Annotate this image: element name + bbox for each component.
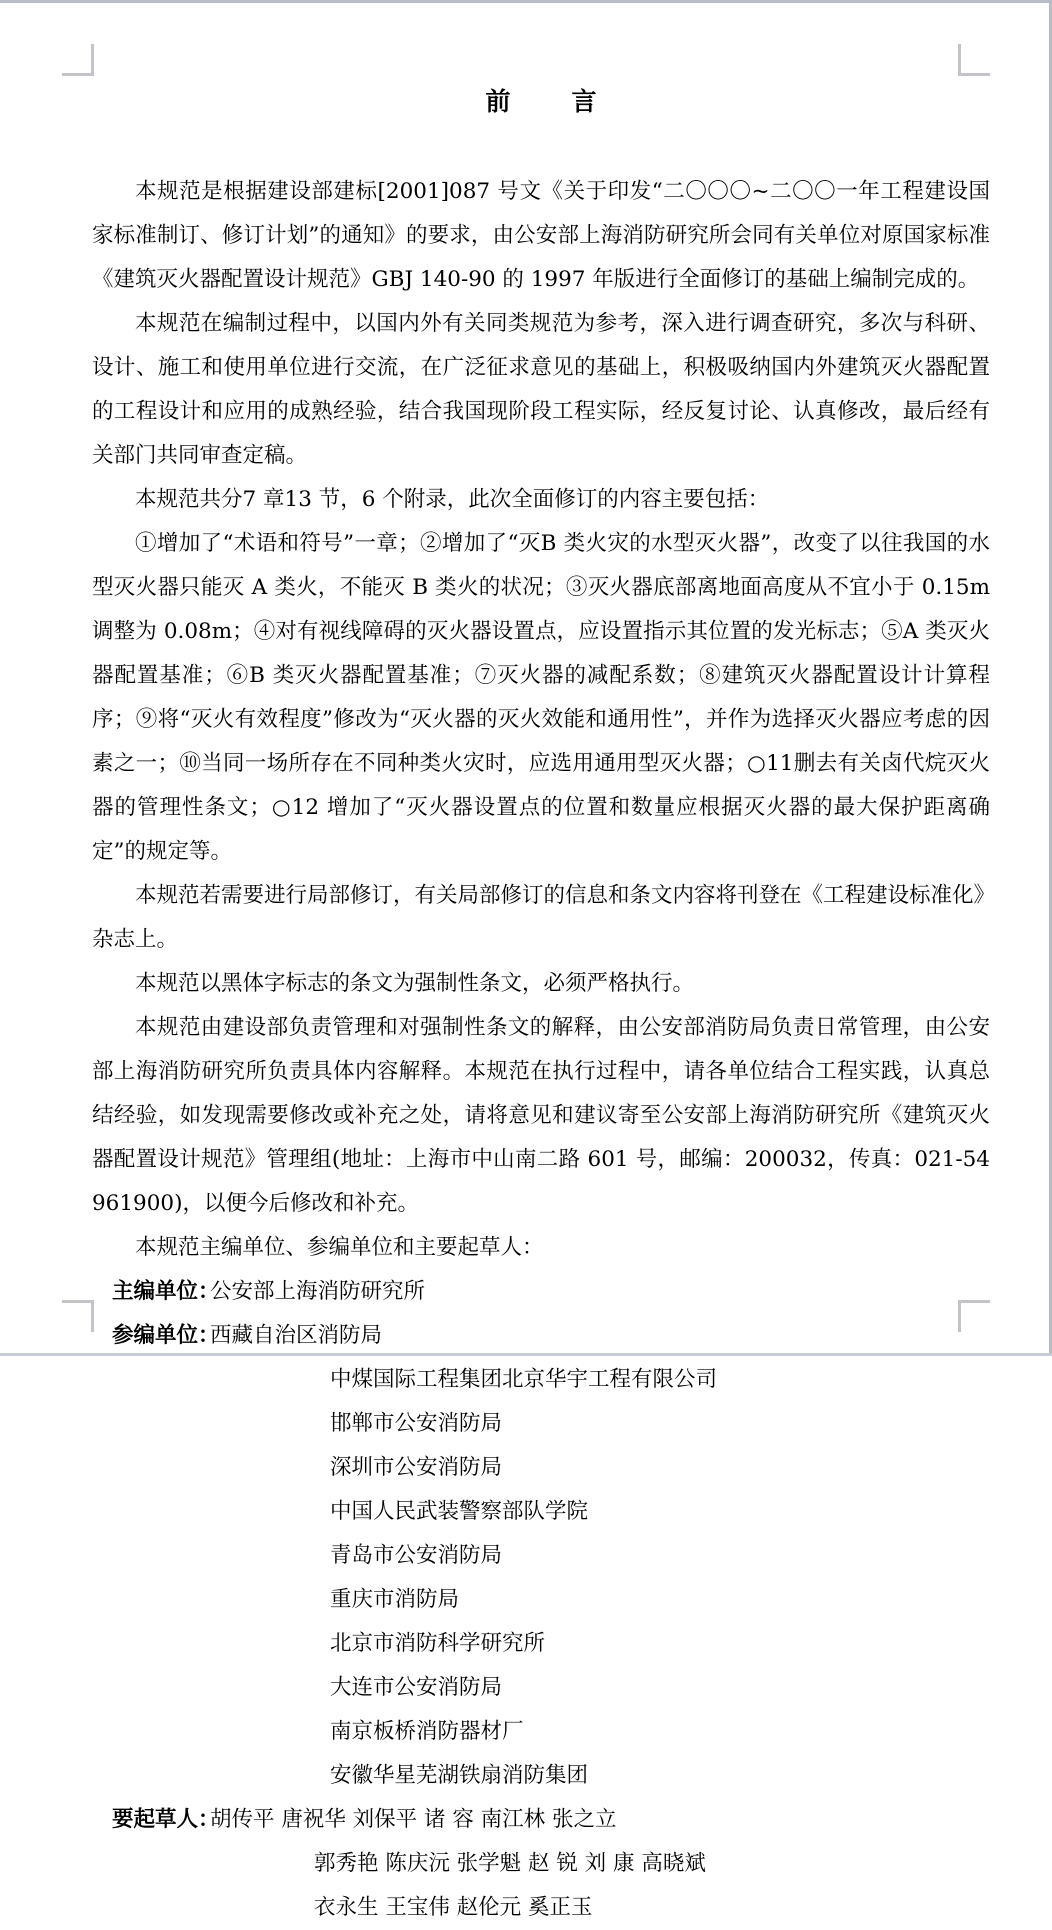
list-item: 深圳市公安消防局 <box>330 1455 503 1480</box>
drafters-list <box>92 1798 990 1930</box>
list-item: 重庆市消防局 <box>330 1587 460 1612</box>
drafters-line: 郭秀艳 陈庆沅 张学魁 赵 锐 刘 康 高晓斌 <box>314 1851 706 1876</box>
drafters-line: 衣永生 王宝伟 赵伦元 奚正玉 <box>314 1895 593 1920</box>
list-item: 青岛市公安消防局 <box>330 1543 503 1568</box>
list-item: 北京市消防科学研究所 <box>330 1631 546 1656</box>
paragraph-drafting-process: 本规范在编制过程中，以国内外有关同类规范为参考，深入进行调查研究，多次与科研、设计、施工和使用单位进行交流，在广泛征求意见的基础上，积极吸纳国内外建筑灭火器配置的工程设计和应用的成熟经验，结合我国现阶段工程实际，经反复讨论、认真修改，最后经有关部门共同审查定稿。 <box>92 311 990 468</box>
paragraph-origin: 本规范是根据建设部建标[2001]087 号文《关于印发“二〇〇〇~二〇〇一年工程建设国家标准制订、修订计划”的通知》的要求，由公安部上海消防研究所会同有关单位对原国家标准《建筑灭火器配置设计规范》GBJ 140-90 的 1997 年版进行全面修订的基础上编制完成的。 <box>92 179 990 292</box>
crop-mark-top-left-icon <box>62 44 94 76</box>
participating-units-first: 西藏自治区消防局 <box>210 1323 383 1348</box>
paragraph-mandatory-clauses: 本规范以黑体字标志的条文为强制性条文，必须严格执行。 <box>135 971 695 996</box>
list-item: 中国人民武装警察部队学院 <box>330 1499 589 1524</box>
chief-editor-row <box>92 1270 990 1314</box>
participating-units-label: 参编单位： <box>112 1323 220 1348</box>
document-content <box>92 62 990 1930</box>
drafters-row <box>92 1798 990 1842</box>
paragraph-revision-items: ①增加了“术语和符号”一章；②增加了“灭B 类火灾的水型灭火器”，改变了以往我国的水型灭火器只能灭 A 类火，不能灭 B 类火的状况；③灭火器底部离地面高度从不宜小于 0.15m 调整为 0.08m；④对有视线障碍的灭火器设置点，应设置指示其位置的发光标志；⑤A 类灭火器配置基准；⑥B 类灭火器配置基准；⑦灭火器的减配系数；⑧建筑灭火器配置设计计算程序；⑨将“灭火有效程度”修改为“灭火器的灭火效能和通用性”，并作为选择灭火器应考虑的因素之一；⑩当同一场所存在不同种类火灾时，应选用通用型灭火器；○11删去有关卤代烷灭火器的管理性条文；○12 增加了“灭火器设置点的位置和数量应根据灭火器的最大保护距离确定”的规定等。 <box>92 531 990 864</box>
drafters-label: 要起草人： <box>112 1807 220 1832</box>
list-item: 邯郸市公安消防局 <box>330 1411 503 1436</box>
participating-units-row <box>92 1314 990 1358</box>
paragraph-administration: 本规范由建设部负责管理和对强制性条文的解释，由公安部消防局负责日常管理，由公安部上海消防研究所负责具体内容解释。本规范在执行过程中，请各单位结合工程实践，认真总结经验，如发现需要修改或补充之处，请将意见和建议寄至公安部上海消防研究所《建筑灭火器配置设计规范》管理组(地址：上海市中山南二路 601 号，邮编：200032，传真：021-54961900)，以便今后修改和补充。 <box>92 1015 990 1216</box>
window-border-top <box>0 0 1052 3</box>
page-title: 前 言 <box>485 87 615 116</box>
chief-editor-label: 主编单位： <box>112 1279 220 1304</box>
list-item: 安徽华星芜湖铁扇消防集团 <box>330 1763 589 1788</box>
crop-mark-bottom-left-icon <box>62 1300 94 1332</box>
list-item: 南京板桥消防器材厂 <box>330 1719 524 1744</box>
chief-editor-value: 公安部上海消防研究所 <box>210 1279 426 1304</box>
paragraph-partial-revision: 本规范若需要进行局部修订，有关局部修订的信息和条文内容将刊登在《工程建设标准化》杂志上。 <box>92 883 985 952</box>
paragraph-units-intro: 本规范主编单位、参编单位和主要起草人： <box>135 1235 544 1260</box>
list-item: 大连市公安消防局 <box>330 1675 503 1700</box>
list-item: 中煤国际工程集团北京华宇工程有限公司 <box>330 1367 718 1392</box>
paragraph-structure: 本规范共分7 章13 节，6 个附录，此次全面修订的内容主要包括： <box>135 487 770 512</box>
preface-body <box>92 170 990 1930</box>
drafters-line: 胡传平 唐祝华 刘保平 诸 容 南江林 张之立 <box>210 1807 617 1832</box>
organization-list <box>92 1270 990 1798</box>
